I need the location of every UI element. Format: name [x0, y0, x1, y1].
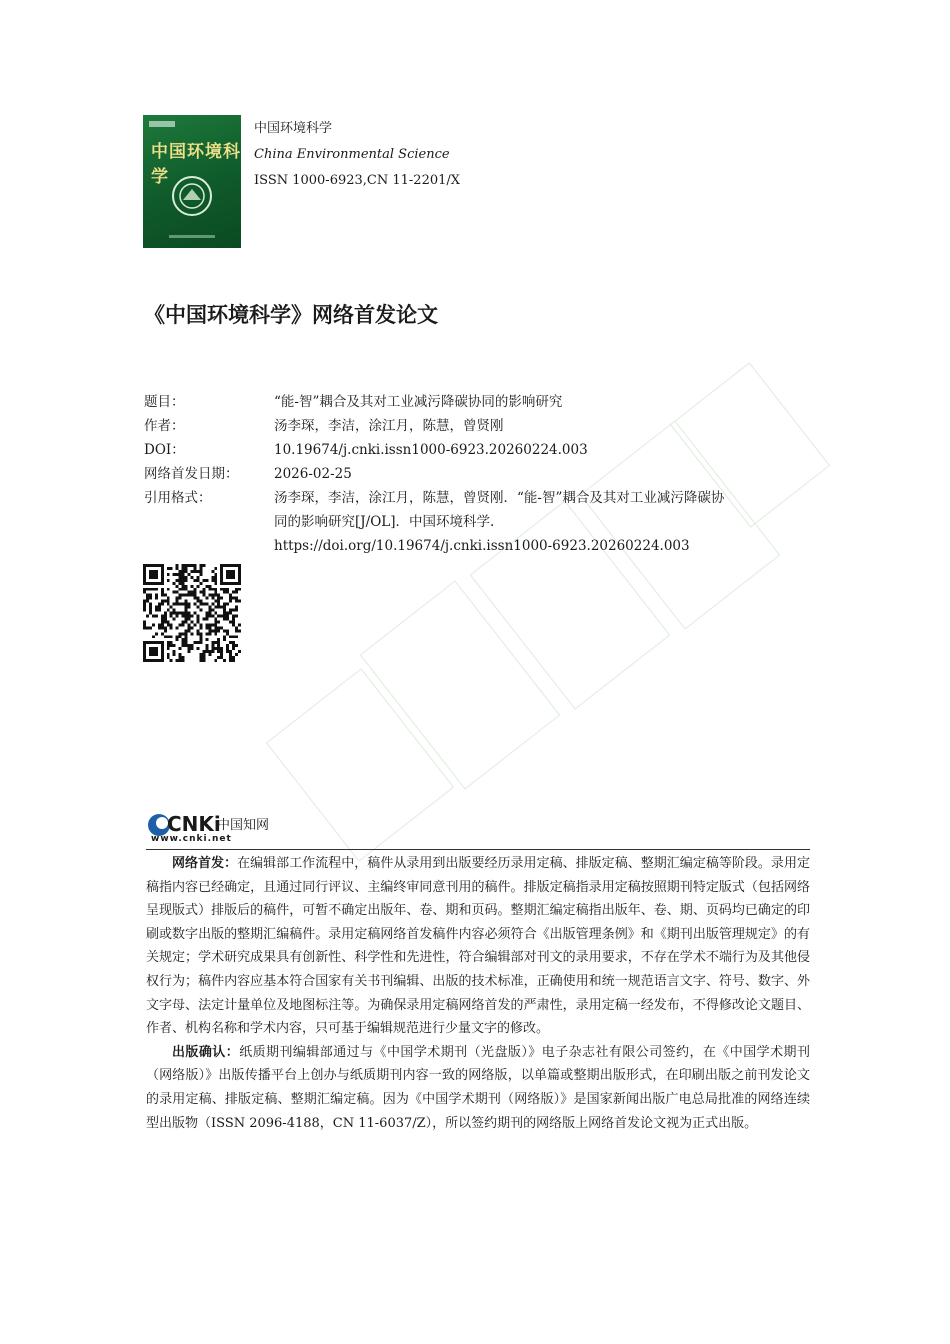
publication-notice [146, 852, 810, 1135]
cover-footer [169, 235, 215, 238]
cnki-logo-text: CNKi [167, 812, 221, 836]
cnki-cn-text: 中国知网 [217, 818, 270, 833]
notice-paragraph [146, 852, 810, 1041]
meta-row-doi [144, 438, 814, 462]
meta-row-authors [144, 414, 814, 438]
notice-label: 网络首发： [172, 856, 238, 871]
notice-label: 出版确认： [172, 1044, 240, 1060]
notice-text: 在编辑部工作流程中，稿件从录用到出版要经历录用定稿、排版定稿、整期汇编定稿等阶段。录用定稿指内容已经确定，且通过同行评议、主编终审同意刊用的稿件。排版定稿指录用定稿按照期刊特定版式（包括网络呈现版式）排版后的稿件，可暂不确定出版年、卷、期和页码。整期汇编定稿指出版年、卷、期、页码均已确定的印刷或数字出版的整期汇编稿件。录用定稿网络首发稿件内容必须符合《出版管理条例》和《期刊出版管理规定》的有关规定；学术研究成果具有创新性、科学性和先进性，符合编辑部对刊文的录用要求，不存在学术不端行为及其他侵权行为；稿件内容应基本符合国家有关书刊编辑、出版的技术标准，正确使用和统一规范语言文字、符号、数字、外文字母、法定计量单位及地图标注等。为确保录用定稿网络首发的严肃性，录用定稿一经发布，不得修改论文题目、作者、机构名称和学术内容，只可基于编辑规范进行少量文字的修改。 [146, 856, 810, 1037]
journal-info [254, 116, 460, 194]
article-title: “能-智”耦合及其对工业减污降碳协同的影响研究 [274, 394, 563, 410]
cover-emblem-icon [171, 175, 213, 217]
meta-row-citation [144, 486, 814, 558]
citation-line: 同的影响研究[J/OL]．中国环境科学. [274, 514, 495, 530]
notice-text: 纸质期刊编辑部通过与《中国学术期刊（光盘版）》电子杂志社有限公司签约，在《中国学术期刊（网络版）》出版传播平台上创办与纸质期刊内容一致的网络版，以单篇或整期出版形式，在印刷出版之前刊发论文的录用定稿、排版定稿、整期汇编定稿。因为《中国学术期刊（网络版）》是国家新闻出版广电总局批准的网络连续型出版物（ISSN 2096-4188，CN 11-6037/Z），所以签约期刊的网络版上网络首发论文视为正式出版。 [146, 1044, 810, 1131]
divider [146, 849, 810, 850]
article-doi[interactable]: 10.19674/j.cnki.issn1000-6923.20260224.003 [274, 442, 588, 458]
cnki-logo[interactable] [147, 809, 277, 843]
cnki-url: www.cnki.net [151, 834, 232, 843]
cover-title: 中国环境科学 [151, 142, 241, 187]
authors-label: 作者： [144, 418, 185, 434]
article-metadata [144, 390, 814, 558]
journal-cover [143, 115, 241, 248]
qr-code-icon[interactable] [143, 564, 241, 662]
journal-en-name: China Environmental Science [254, 147, 450, 162]
citation-url[interactable]: https://doi.org/10.19674/j.cnki.issn1000-6923.20260224.003 [274, 538, 690, 554]
journal-issn: ISSN 1000-6923,CN 11-2201/X [254, 173, 461, 188]
meta-row-date [144, 462, 814, 486]
cover-publisher-logo [149, 121, 175, 127]
citation-line: 汤李琛，李洁，涂江月，陈慧，曾贤刚．“能-智”耦合及其对工业减污降碳协 [274, 490, 725, 506]
meta-row-title [144, 390, 814, 414]
page-title: 《中国环境科学》网络首发论文 [144, 303, 438, 327]
journal-cn-name: 中国环境科学 [254, 121, 333, 136]
notice-paragraph [146, 1041, 810, 1135]
citation-label: 引用格式： [144, 490, 212, 506]
citation-block [274, 486, 814, 558]
article-authors: 汤李琛，李洁，涂江月，陈慧，曾贤刚 [274, 418, 504, 434]
title-label: 题目： [144, 394, 185, 410]
publish-date: 2026-02-25 [274, 466, 352, 482]
doi-label: DOI： [144, 442, 185, 458]
date-label: 网络首发日期： [144, 466, 239, 482]
qr-modules [143, 564, 241, 662]
